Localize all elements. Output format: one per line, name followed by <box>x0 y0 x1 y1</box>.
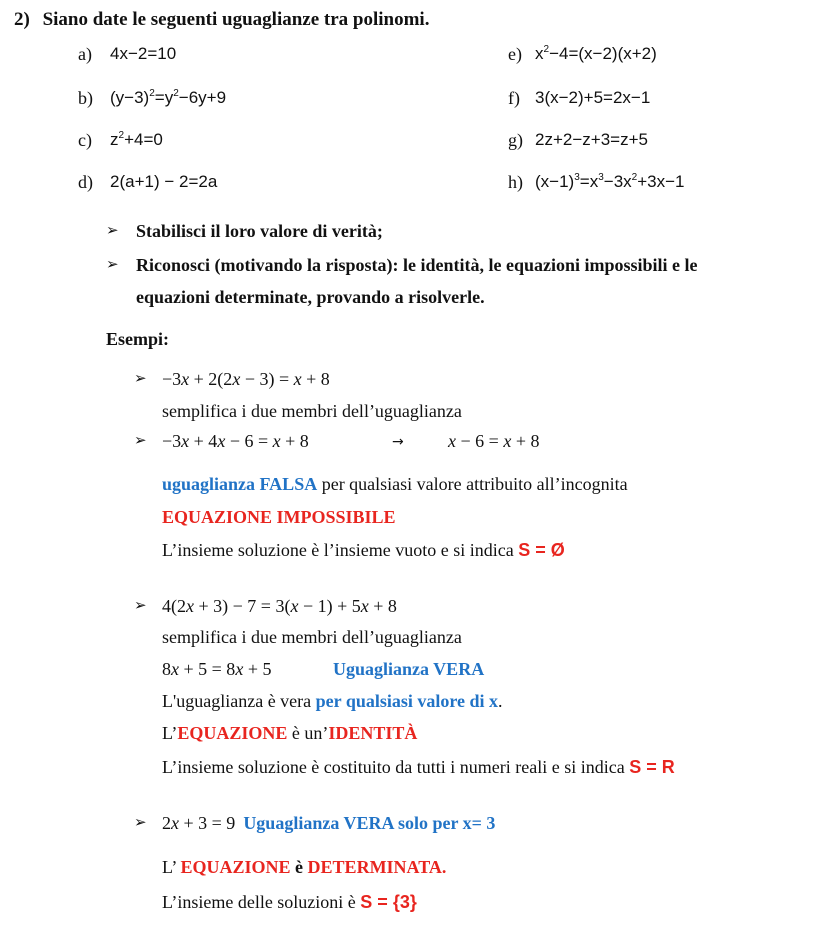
equality-label: h) <box>508 172 523 192</box>
equality-label: d) <box>78 172 93 192</box>
example1-false-line: uguaglianza FALSA per qualsiasi valore attribuito all’incognita <box>162 474 628 494</box>
example1-type-label: EQUAZIONE IMPOSSIBILE <box>162 507 396 527</box>
equality-h <box>508 172 685 192</box>
equality-f <box>508 88 651 108</box>
example3-solution-line: L’insieme delle soluzioni è S = {3} <box>162 892 417 912</box>
equality-label: b) <box>78 88 93 108</box>
solution-set-empty: S = Ø <box>518 540 565 560</box>
equality-label: f) <box>508 88 520 108</box>
bullet-icon: ➢ <box>134 815 147 831</box>
example1-solution-line: L’insieme soluzione è l’insieme vuoto e si indica S = Ø <box>162 540 565 560</box>
example2-simplify-text: semplifica i due membri dell’uguaglianza <box>162 627 462 647</box>
example1-step: −3x + 4x − 6 = x + 8 <box>162 431 309 451</box>
equality-expression: $z^2+4=0$ <box>110 130 163 149</box>
bullet-icon: ➢ <box>134 371 147 387</box>
equality-expression: 4x−2=10 <box>110 44 177 63</box>
equality-g <box>508 130 648 150</box>
equality-expression: 2(a+1) − 2=2a <box>110 172 218 191</box>
example2-truth-line: L'uguaglianza è vera per qualsiasi valore di x. <box>162 691 503 711</box>
equality-a <box>78 44 177 64</box>
solution-set-three: S = {3} <box>360 892 417 912</box>
bullet-icon: ➢ <box>134 598 147 614</box>
arrow-right-icon: → <box>392 434 404 450</box>
example2-step: 8x + 5 = 8x + 5 <box>162 659 272 679</box>
example3-equation: 2x + 3 = 9 <box>162 813 236 833</box>
equality-label: e) <box>508 44 522 64</box>
bullet-icon: ➢ <box>106 223 119 239</box>
bullet-icon: ➢ <box>106 257 119 273</box>
exercise-heading <box>14 10 429 29</box>
task-truth-value: Stabilisci il loro valore di verità; <box>136 221 383 241</box>
example2-solution-line: L’insieme soluzione è costituito da tutti i numeri reali e si indica S = R <box>162 757 675 777</box>
example3-line <box>162 814 495 832</box>
equality-d <box>78 172 218 192</box>
equality-expression: 3(x−2)+5=2x−1 <box>535 88 651 107</box>
example3-determinate-line: L’ EQUAZIONE è DETERMINATA. <box>162 857 447 877</box>
example2-identity-line: L’EQUAZIONE è un’IDENTITÀ <box>162 723 418 743</box>
task-recognize-continued: equazioni determinate, provando a risolverle. <box>136 287 485 307</box>
equality-expression: $(x-1)^3=x^3-3x^2+3x-1$ <box>535 172 685 191</box>
equality-expression: 2z+2−z+3=z+5 <box>535 130 648 149</box>
exercise-title: Siano date le seguenti uguaglianze tra polinomi. <box>42 9 430 30</box>
example3-true-label: Uguaglianza VERA solo per x= 3 <box>243 813 496 833</box>
equality-e <box>508 44 657 64</box>
solution-set-reals: S = R <box>629 757 675 777</box>
equality-c <box>78 130 163 150</box>
example2-equation: 4(2x + 3) − 7 = 3(x − 1) + 5x + 8 <box>162 596 397 616</box>
equality-label: c) <box>78 130 92 150</box>
exercise-number: 2) <box>14 9 30 30</box>
task-recognize: Riconosci (motivando la risposta): le identità, le equazioni impossibili e le <box>136 255 698 275</box>
equality-expression: $x^2-4=(x-2)(x+2)$ <box>535 44 657 63</box>
equality-b <box>78 88 227 108</box>
equality-label: g) <box>508 130 523 150</box>
example2-true-label: Uguaglianza VERA <box>333 659 485 679</box>
example1-result: x − 6 = x + 8 <box>448 431 540 451</box>
equality-expression: $(y-3)^2=y^2-6y+9$ <box>110 88 227 107</box>
bullet-icon: ➢ <box>134 433 147 449</box>
example1-equation: −3x + 2(2x − 3) = x + 8 <box>162 369 330 389</box>
equality-label: a) <box>78 44 92 64</box>
examples-title: Esempi: <box>106 329 169 349</box>
example1-simplify-text: semplifica i due membri dell’uguaglianza <box>162 401 462 421</box>
